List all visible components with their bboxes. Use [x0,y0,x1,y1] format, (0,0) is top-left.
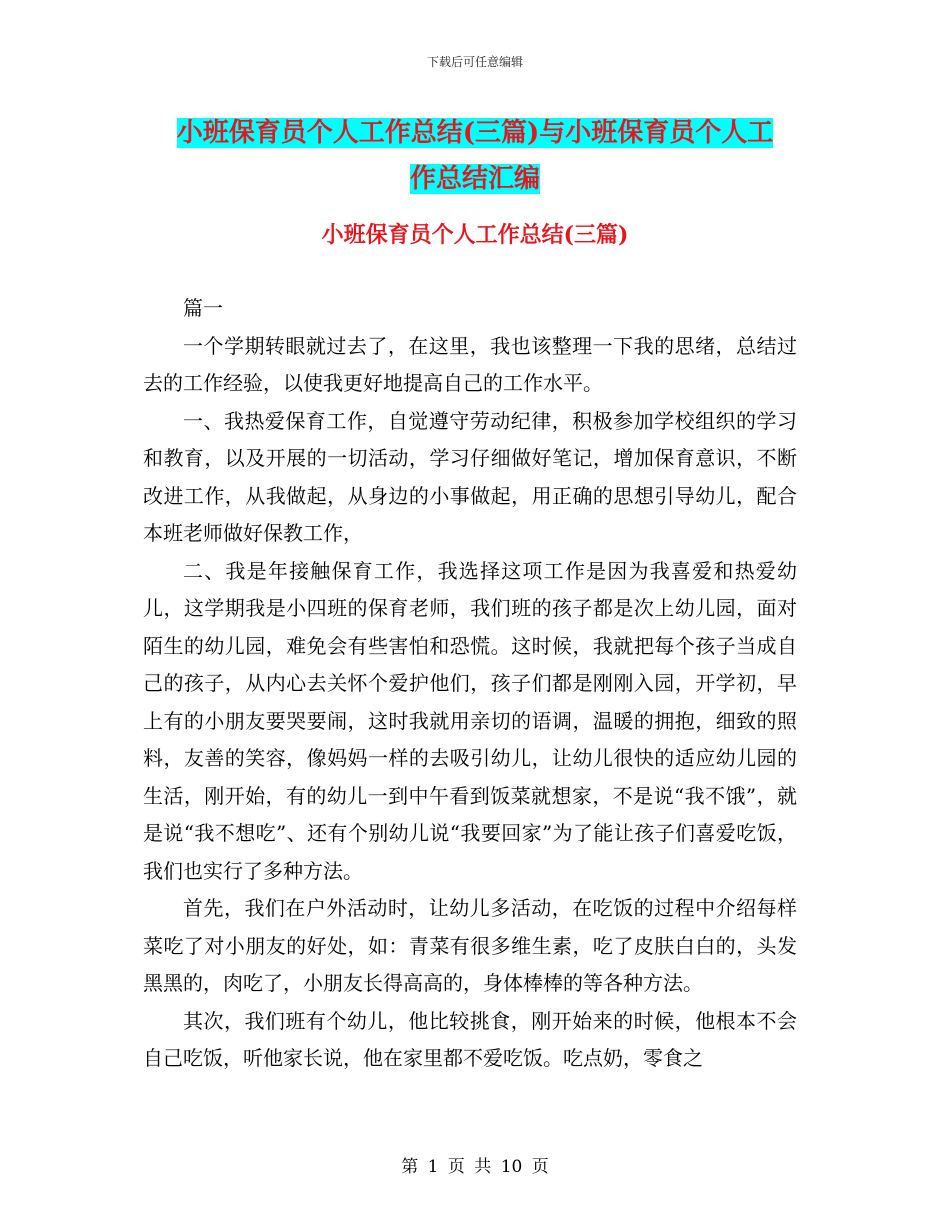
page-footer: 第 1 页 共 10 页 [401,1157,549,1177]
paragraph: 首先，我们在户外活动时，让幼儿多活动，在吃饭的过程中介绍每样菜吃了对小朋友的好处，如：青菜有很多维生素，吃了皮肤白白的，头发黑黑的，肉吃了，小朋友长得高高的，身体棒棒的等各种方法。 [143,896,797,995]
body-text [143,290,797,1078]
paragraph: 篇一 [183,296,223,320]
document-title-line-2: 作总结汇编 [409,164,540,194]
paragraph: 一个学期转眼就过去了，在这里，我也该整理一下我的思绪，总结过去的工作经验，以使我更好地提高自己的工作水平。 [143,333,797,395]
section-title: 小班保育员个人工作总结(三篇) [321,222,629,248]
header-note: 下载后可任意编辑 [426,55,523,69]
document-title [150,110,800,202]
paragraph: 其次，我们班有个幼儿，他比较挑食，刚开始来的时候，他根本不会自己吃饭，听他家长说，他在家里都不爱吃饭。吃点奶，零食之 [143,1008,797,1070]
document-title-line-1: 小班保育员个人工作总结(三篇)与小班保育员个人工 [176,118,774,148]
paragraph: 二、我是年接触保育工作，我选择这项工作是因为我喜爱和热爱幼儿，这学期我是小四班的保育老师，我们班的孩子都是次上幼儿园，面对陌生的幼儿园，难免会有些害怕和恐慌。这时候，我就把每个孩子当成自己的孩子，从内心去关怀个爱护他们，孩子们都是刚刚入园，开学初，早上有的小朋友要哭要闹，这时我就用亲切的语调，温暖的拥抱，细致的照料，友善的笑容，像妈妈一样的去吸引幼儿，让幼儿很快的适应幼儿园的生活，刚开始，有的幼儿一到中午看到饭菜就想家，不是说“我不饿”，就是说“我不想吃”、还有个别幼儿说“我要回家”为了能让孩子们喜爱吃饭，我们也实行了多种方法。 [143,558,797,883]
paragraph: 一、我热爱保育工作，自觉遵守劳动纪律，积极参加学校组织的学习和教育，以及开展的一切活动，学习仔细做好笔记，增加保育意识，不断改进工作，从我做起，从身边的小事做起，用正确的思想引导幼儿，配合本班老师做好保教工作， [143,408,797,545]
